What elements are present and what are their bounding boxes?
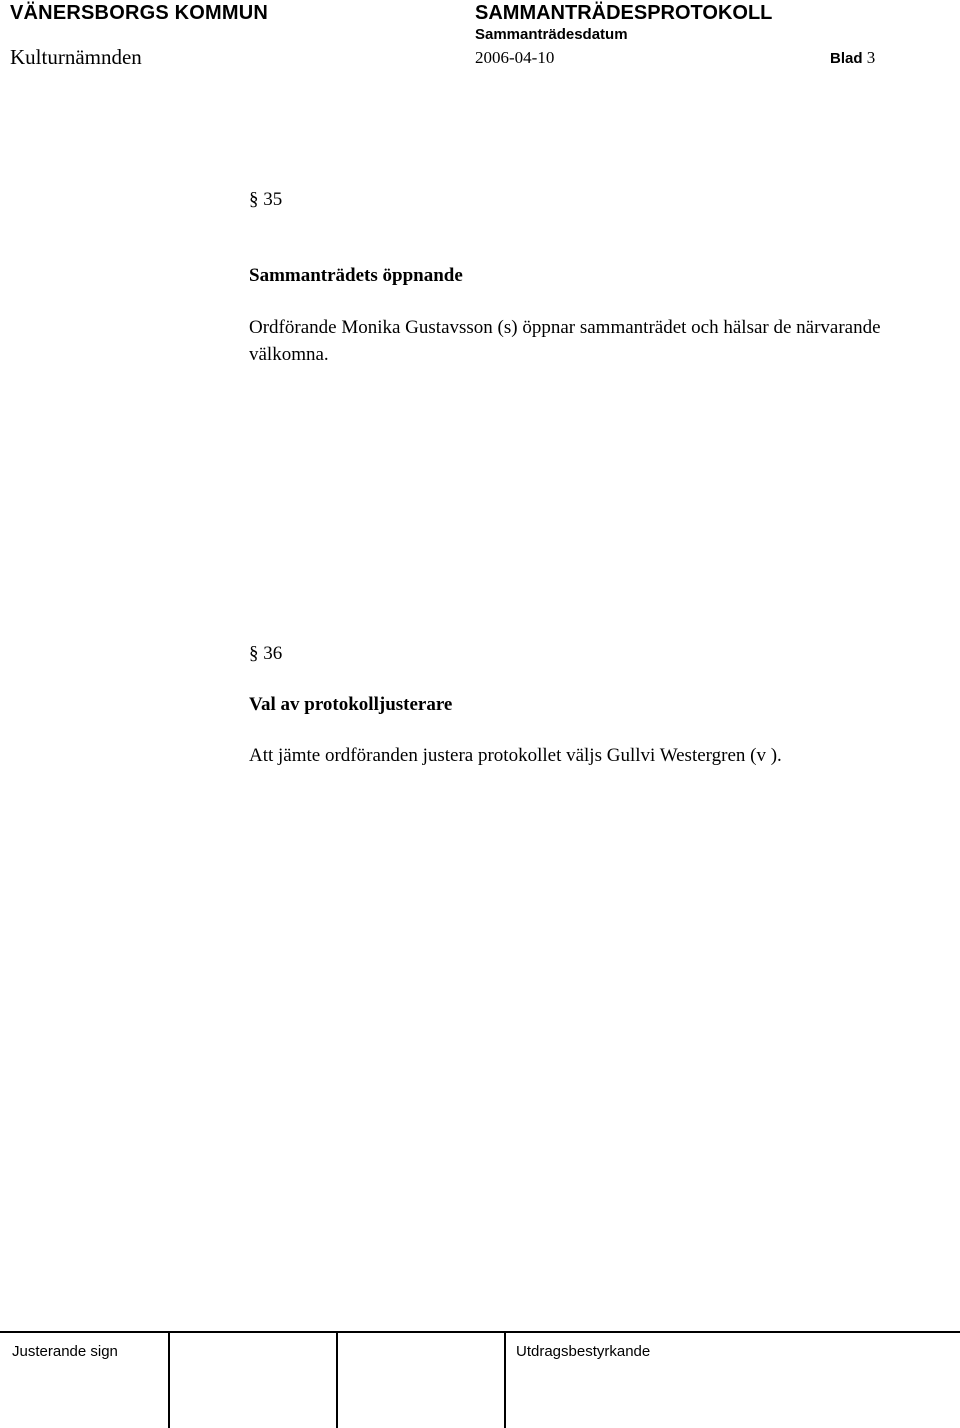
document-type: SAMMANTRÄDESPROTOKOLL [475,2,773,24]
footer-divider [504,1333,506,1428]
organization-name: VÄNERSBORGS KOMMUN [10,2,269,24]
section-36-body: Att jämte ordföranden justera protokollet väljs Gullvi Westergren (v ). [249,745,782,766]
signature-footer [0,1331,960,1428]
section-35-number: § 35 [249,189,283,210]
page-number-value: 3 [866,48,876,67]
justerande-sign-label: Justerande sign [12,1343,118,1360]
utdragsbestyrkande-label: Utdragsbestyrkande [516,1343,651,1360]
section-36-number: § 36 [249,643,283,664]
meeting-date: 2006-04-10 [475,48,555,67]
footer-divider [168,1333,170,1428]
section-36-heading: Val av protokolljusterare [249,694,453,715]
section-35-heading: Sammanträdets öppnande [249,265,463,286]
committee-name: Kulturnämnden [10,45,142,69]
page-number [830,48,875,68]
meeting-date-label: Sammanträdesdatum [475,26,628,43]
section-35-body: Ordförande Monika Gustavsson (s) öppnar sammanträdet och hälsar de närvarande välkomna. [249,317,881,365]
page-label: Blad [830,50,863,67]
footer-divider [336,1333,338,1428]
